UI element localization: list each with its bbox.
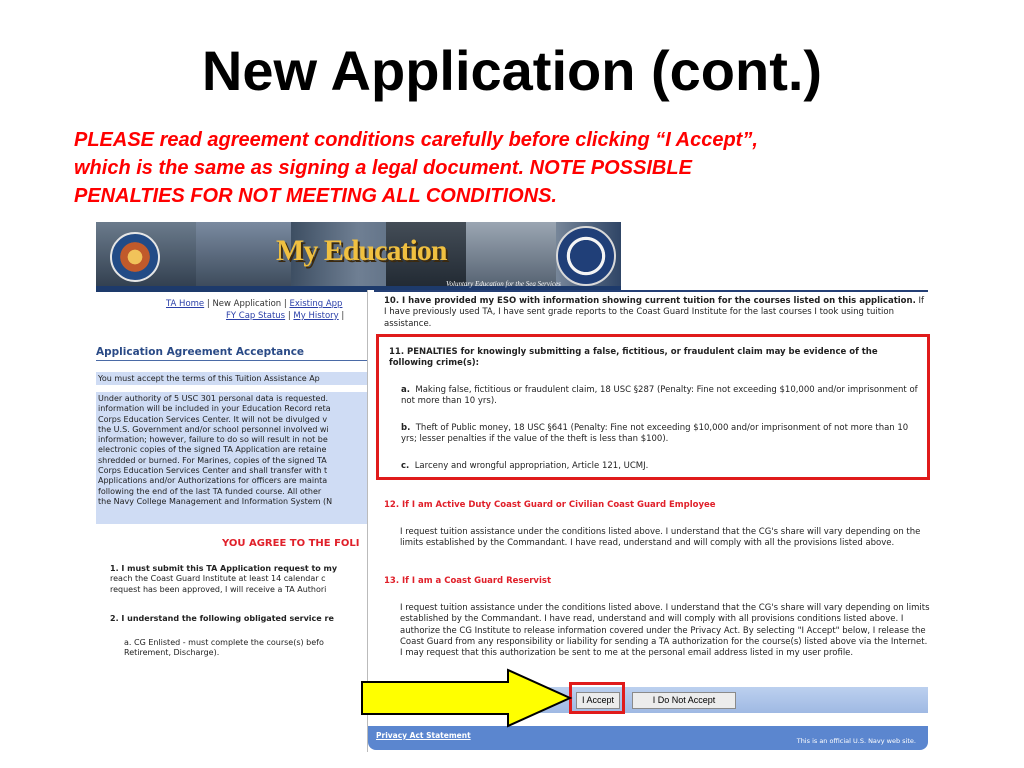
penalty-a: a. Making false, fictitious or fraudulent claim, 18 USC §287 (Penalty: Fine not exceeding $10,000 and/or imprisonment of not more than 10 yrs). <box>401 385 918 407</box>
warning-subtitle <box>74 126 974 210</box>
privacy-authority-text: Under authority of 5 USC 301 personal data is requested. information will be included in your Education Record reta Corps Education Services Center. It will not be divulged v the U.S. Government and/or school personnel involved wi information; however, failure to do so will result in not be electronic copies of the signed TA Application are retaine shredded or burned. For Marines, copies of the signed TA Corps Education Services Center and shall transfer with t Applications and/or Authorizations for officers are mainta following the end of the last TA funded course. All other the Navy College Management and Information System (N <box>96 392 376 524</box>
condition-item-2: 2. I understand the following obligated service re <box>110 614 334 623</box>
my-education-logo: My Education <box>276 234 447 267</box>
nav-current-new-application: New Application <box>212 299 282 309</box>
must-accept-notice: You must accept the terms of this Tuition Assistance Ap <box>96 372 376 385</box>
site-banner <box>96 222 621 292</box>
yellow-arrow-icon <box>360 668 574 728</box>
slide-title: New Application (cont.) <box>201 39 823 102</box>
condition-11-heading: 11. PENALTIES for knowingly submitting a false, fictitious, or fraudulent claim may be evidence of the following crime(s): <box>389 347 878 369</box>
condition-13-text: I request tuition assistance under the conditions listed above. I understand that the CG's share will vary depending on limits established by the Commandant. I have read, understand and will comply with all provisions conditions listed above. I authorize the CG Institute to release information covered under the Privacy Act. By selecting "I Accept" below, I release the Coast Guard from any responsibility or liability for sending a TA authorization for the course(s) listed above via the Internet. I may request that this authorization be sent to me at the personal email address listed in my user profile. <box>400 603 930 659</box>
nav-link-ta-home[interactable]: TA Home <box>166 299 205 309</box>
condition-10: 10. I have provided my ESO with information showing current tuition for the courses listed on this application. If I have previously used TA, I have sent grade reports to the Coast Guard Institute for the last courses I took using tuition assistance. <box>384 296 925 329</box>
nav-link-my-history[interactable]: My History <box>293 311 339 321</box>
condition-12-heading: 12. If I am Active Duty Coast Guard or Civilian Coast Guard Employee <box>384 500 716 510</box>
official-site-note: This is an official U.S. Navy web site. <box>796 737 916 745</box>
banner-tagline: Voluntary Education for the Sea Services <box>446 280 561 288</box>
page-heading: Application Agreement Acceptance <box>96 346 305 358</box>
arrow-shape <box>362 670 570 726</box>
you-agree-heading: YOU AGREE TO THE FOLI <box>222 538 360 549</box>
page-footer <box>368 726 928 750</box>
i-do-not-accept-button[interactable]: I Do Not Accept <box>632 692 736 709</box>
subtitle-line: PLEASE read agreement conditions carefully before clicking “I Accept”, <box>74 129 758 151</box>
nav-link-existing-app[interactable]: Existing App <box>289 299 343 309</box>
navy-college-seal-icon <box>556 226 616 286</box>
nav-links: TA Home | New Application | Existing App FY Cap Status | My History | <box>166 299 345 321</box>
accept-highlight-box <box>569 682 625 714</box>
condition-item-2a: a. CG Enlisted - must complete the course(s) befo Retirement, Discharge). <box>124 638 324 658</box>
penalties-highlight-box <box>376 334 930 480</box>
penalty-c: c. Larceny and wrongful appropriation, Article 121, UCMJ. <box>401 461 649 471</box>
i-accept-button[interactable]: I Accept <box>576 692 620 709</box>
condition-13-heading: 13. If I am a Coast Guard Reservist <box>384 576 552 586</box>
seal-icon <box>110 232 160 282</box>
nav-link-fy-cap-status[interactable]: FY Cap Status <box>226 311 286 321</box>
condition-12-text: I request tuition assistance under the conditions listed above. I understand that the CG's share will vary depending on the limits established by the Commandant. I have read, understand and will comply with all the provisions listed above. <box>400 527 921 549</box>
condition-item-1: 1. I must submit this TA Application request to my reach the Coast Guard Institute at least 14 calendar c request has been approved, I will receive a TA Authori <box>110 564 338 594</box>
privacy-act-link[interactable]: Privacy Act Statement <box>376 731 471 740</box>
subtitle-line: which is the same as signing a legal document. NOTE POSSIBLE <box>74 157 692 179</box>
penalty-b: b. Theft of Public money, 18 USC §641 (Penalty: Fine not exceeding $10,000 and/or imprisonment of not more than 10 yrs; lesser penalties if the value of the theft is less than $100). <box>401 423 909 445</box>
subtitle-line: PENALTIES FOR NOT MEETING ALL CONDITIONS. <box>74 185 557 207</box>
